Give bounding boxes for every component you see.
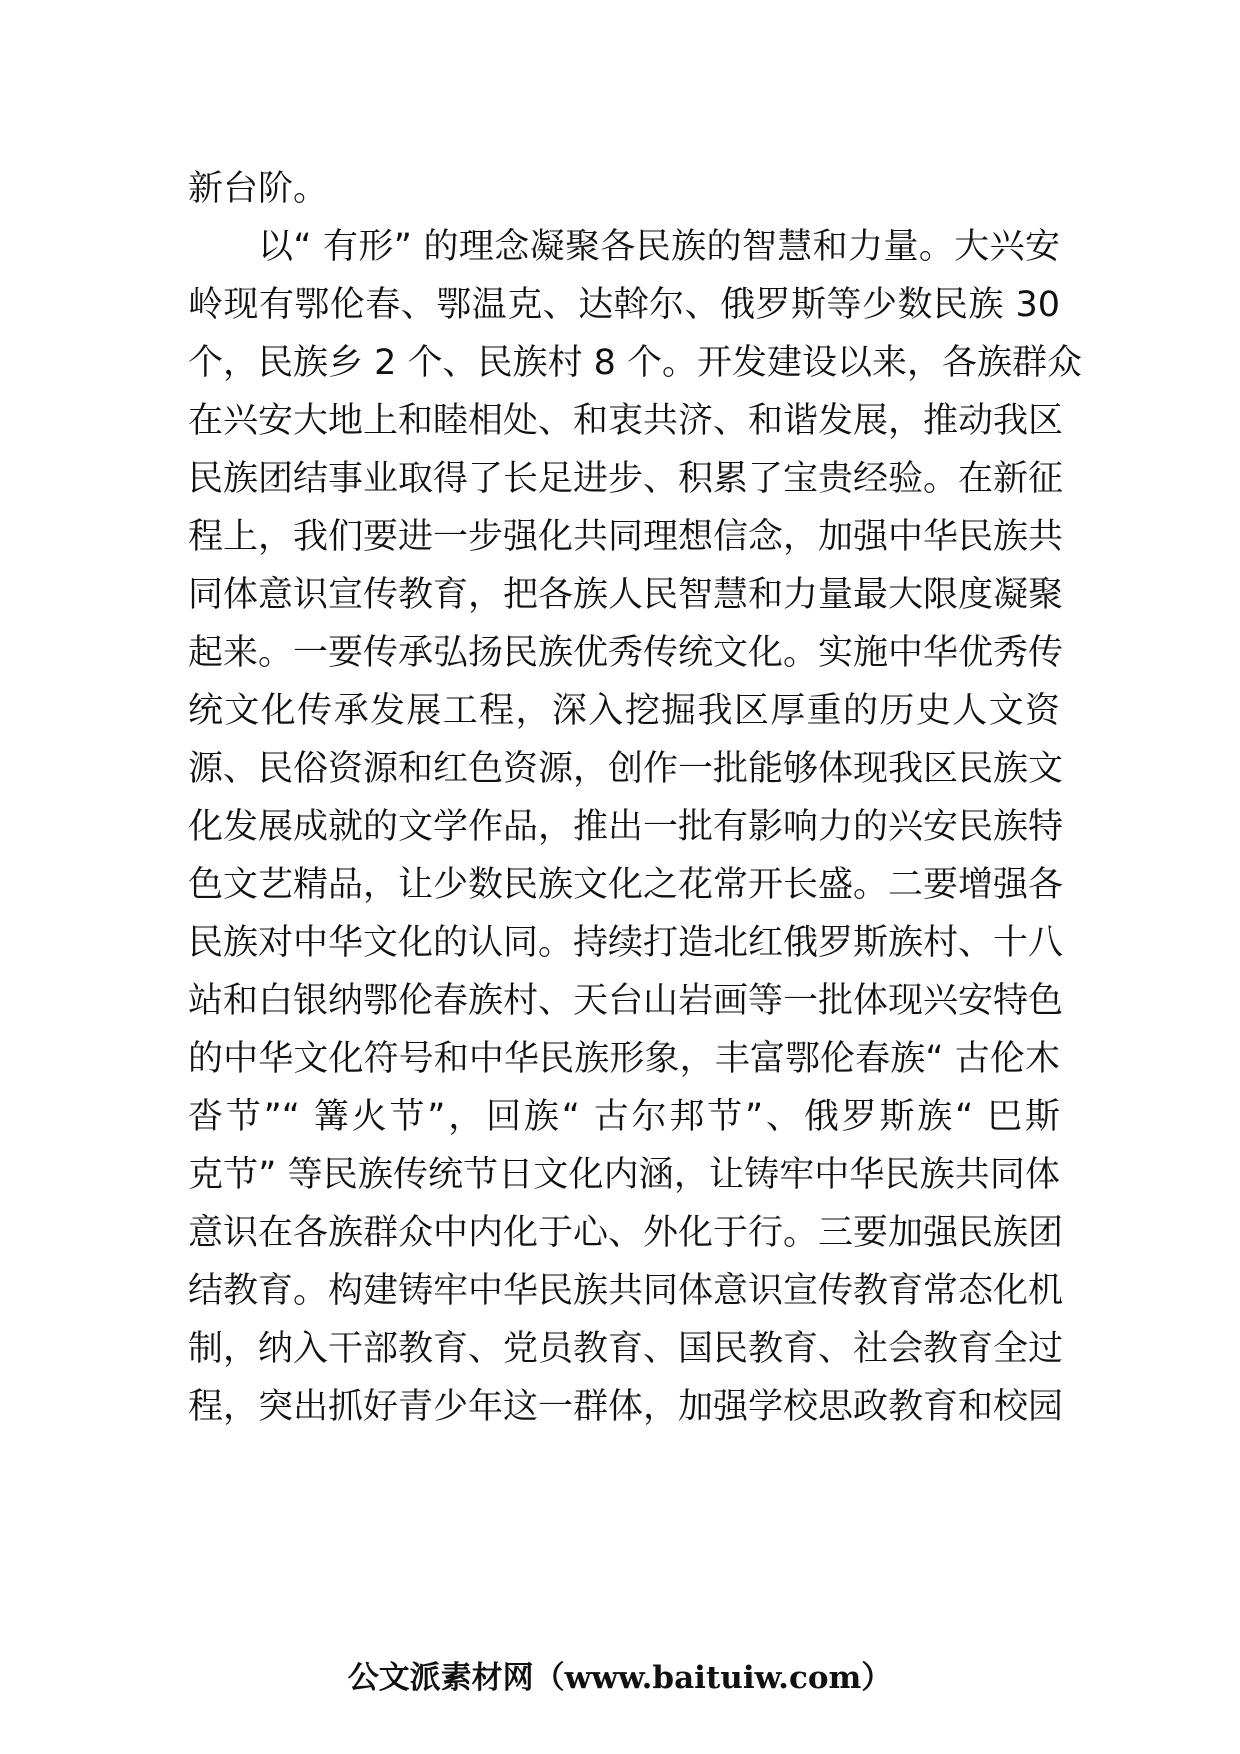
text-line-13: 色文艺精品，让少数民族文化之花常开长盛。二要增强各 [188, 865, 1064, 905]
text-line-9: 起来。一要传承弘扬民族优秀传统文化。实施中华优秀传 [188, 633, 1064, 673]
text-line-16: 的中华文化符号和中华民族形象，丰富鄂伦春族“ 古伦木 [188, 1039, 1060, 1079]
text-line-18: 克节” 等民族传统节日文化内涵，让铸牢中华民族共同体 [188, 1155, 1060, 1195]
text-line-12: 化发展成就的文学作品，推出一批有影响力的兴安民族特 [188, 807, 1064, 847]
text-line-14: 民族对中华文化的认同。持续打造北红俄罗斯族村、十八 [188, 923, 1064, 963]
text-line-8: 同体意识宣传教育，把各族人民智慧和力量最大限度凝聚 [188, 575, 1064, 615]
text-line-19: 意识在各族群众中内化于心、外化于行。三要加强民族团 [188, 1213, 1064, 1253]
footer-watermark: 公文派素材网（www.baituiw.com） [347, 1660, 893, 1696]
text-line-15: 站和白银纳鄂伦春族村、天台山岩画等一批体现兴安特色 [188, 981, 1064, 1021]
text-line-4: 个，民族乡 2 个、民族村 8 个。开发建设以来，各族群众 [188, 343, 1083, 383]
text-line-2: 以“ 有形” 的理念凝聚各民族的智慧和力量。大兴安 [258, 227, 1060, 267]
text-line-1: 新台阶。 [188, 169, 329, 209]
text-line-5: 在兴安大地上和睦相处、和衷共济、和谐发展，推动我区 [188, 401, 1064, 441]
text-line-22: 程，突出抓好青少年这一群体，加强学校思政教育和校园 [188, 1387, 1064, 1427]
text-line-20: 结教育。构建铸牢中华民族共同体意识宣传教育常态化机 [188, 1271, 1064, 1311]
text-line-3: 岭现有鄂伦春、鄂温克、达斡尔、俄罗斯等少数民族 30 [188, 285, 1060, 325]
text-line-21: 制，纳入干部教育、党员教育、国民教育、社会教育全过 [188, 1329, 1064, 1369]
text-line-11: 源、民俗资源和红色资源，创作一批能够体现我区民族文 [188, 749, 1064, 789]
text-line-10: 统文化传承发展工程，深入挖掘我区厚重的历史人文资 [188, 691, 1060, 731]
text-line-6: 民族团结事业取得了长足进步、积累了宝贵经验。在新征 [188, 459, 1064, 499]
text-line-7: 程上，我们要进一步强化共同理想信念，加强中华民族共 [188, 517, 1064, 557]
text-line-17: 沓节”“ 篝火节”，回族“ 古尔邦节”、俄罗斯族“ 巴斯 [188, 1097, 1060, 1137]
